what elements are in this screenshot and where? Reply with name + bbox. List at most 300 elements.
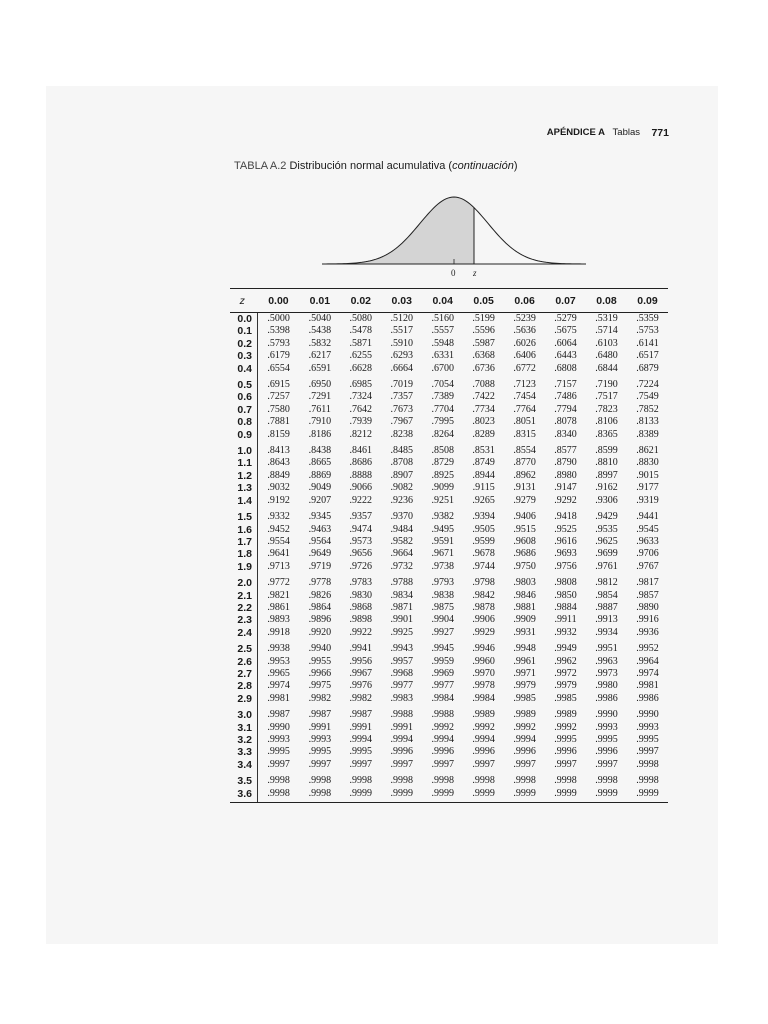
probability-cell: .9082	[390, 482, 413, 494]
column-header: 0.05	[463, 289, 504, 313]
z-value-cell: 1.6	[230, 524, 258, 536]
probability-cell: .9842	[472, 589, 495, 601]
probability-cell: .9996	[472, 746, 495, 758]
probability-cell: .9898	[349, 614, 373, 626]
probability-cell: .9990	[267, 721, 290, 733]
probability-cell: .7704	[431, 403, 454, 415]
probability-cell: .9981	[636, 680, 659, 692]
probability-cell: .9699	[595, 548, 618, 560]
z-value-cell: 3.2	[230, 734, 258, 746]
table-row	[230, 734, 668, 746]
probability-cell: .9987	[349, 709, 373, 721]
z-value-cell: 2.9	[230, 693, 258, 705]
probability-cell: .9945	[431, 643, 454, 655]
probability-cell: .9969	[431, 667, 454, 679]
probability-cell: .9821	[267, 589, 290, 601]
probability-cell: .9956	[349, 655, 373, 667]
probability-cell: .8461	[349, 445, 373, 457]
probability-cell: .9686	[513, 548, 536, 560]
probability-cell: .9015	[636, 469, 659, 481]
probability-cell: .9573	[349, 535, 373, 547]
table-row	[230, 746, 668, 758]
probability-cell: .9793	[431, 577, 454, 589]
table-row	[230, 375, 668, 391]
probability-cell: .9996	[431, 746, 454, 758]
table-row	[230, 614, 668, 626]
probability-cell: .7357	[390, 391, 413, 403]
table-row	[230, 495, 668, 507]
probability-cell: .9972	[554, 667, 577, 679]
probability-cell: .9332	[267, 511, 290, 523]
probability-cell: .9998	[308, 775, 332, 787]
table-title-continuation: continuación	[452, 160, 514, 172]
probability-cell: .9922	[349, 626, 373, 638]
probability-cell: .9767	[636, 560, 659, 572]
probability-cell: .9995	[554, 734, 577, 745]
probability-cell: .9984	[431, 692, 454, 704]
z-value-cell: 2.7	[230, 668, 258, 680]
probability-cell: .6591	[308, 362, 332, 374]
probability-cell: .9505	[472, 523, 495, 535]
probability-cell: .6103	[595, 337, 618, 349]
distribution-table	[230, 288, 668, 803]
probability-cell: .9997	[636, 746, 659, 758]
probability-cell: .9783	[349, 577, 373, 589]
probability-cell: .9599	[472, 535, 495, 547]
probability-cell: .9998	[390, 775, 413, 787]
table-row	[230, 507, 668, 523]
z-value-cell: 2.3	[230, 614, 258, 626]
probability-cell: .7389	[431, 391, 454, 403]
probability-cell: .9970	[472, 667, 495, 679]
probability-cell: .9706	[636, 548, 659, 560]
z-value-cell: 1.4	[230, 495, 258, 507]
probability-cell: .9943	[390, 643, 413, 655]
normal-curve-figure	[318, 187, 590, 279]
probability-cell: .7123	[513, 379, 536, 391]
z-value-cell: 0.5	[230, 375, 258, 391]
probability-cell: .5948	[431, 337, 454, 349]
probability-cell: .9890	[636, 601, 659, 613]
probability-cell: .7939	[349, 416, 373, 428]
probability-cell: .9997	[349, 758, 373, 770]
probability-cell: .5517	[390, 325, 413, 337]
probability-cell: .9977	[390, 680, 413, 692]
probability-cell: .9830	[349, 589, 373, 601]
probability-cell: .9357	[349, 511, 373, 523]
probability-cell: .9474	[349, 523, 373, 535]
probability-cell: .9979	[554, 680, 577, 692]
probability-cell: .9929	[472, 626, 495, 638]
probability-cell: .7324	[349, 391, 373, 403]
probability-cell: .9147	[554, 482, 577, 494]
table-row	[230, 548, 668, 560]
probability-cell: .6736	[472, 362, 495, 374]
probability-cell: .9998	[299, 788, 340, 803]
probability-cell: .8770	[513, 457, 536, 469]
z-value-cell: 2.8	[230, 680, 258, 692]
probability-cell: .7054	[431, 379, 454, 391]
table-row	[230, 429, 668, 441]
probability-cell: .5319	[595, 313, 618, 324]
probability-cell: .6950	[308, 379, 332, 391]
probability-cell: .8389	[636, 428, 659, 440]
probability-cell: .9998	[554, 775, 577, 787]
probability-cell: .6772	[513, 362, 536, 374]
probability-cell: .9861	[267, 601, 290, 613]
probability-cell: .9996	[595, 746, 618, 758]
probability-cell: .8315	[513, 428, 536, 440]
probability-cell: .5832	[308, 337, 332, 349]
probability-cell: .7794	[554, 403, 577, 415]
probability-cell: .9756	[554, 560, 577, 572]
probability-cell: .9957	[390, 655, 413, 667]
table-row	[230, 639, 668, 655]
probability-cell: .9994	[513, 734, 536, 745]
probability-cell: .9896	[308, 614, 332, 626]
probability-cell: .9998	[267, 775, 290, 787]
probability-cell: .9999	[422, 788, 463, 803]
probability-cell: .9974	[267, 680, 290, 692]
probability-cell: .8106	[595, 416, 618, 428]
probability-cell: .9994	[390, 734, 413, 745]
probability-cell: .7291	[308, 391, 332, 403]
probability-cell: .7611	[308, 403, 331, 415]
probability-cell: .9671	[431, 548, 454, 560]
z-value-cell: 1.8	[230, 548, 258, 560]
table-row	[230, 759, 668, 771]
probability-cell: .9664	[390, 548, 413, 560]
probability-cell: .9812	[595, 577, 618, 589]
probability-cell: .9948	[513, 643, 536, 655]
probability-cell: .9817	[636, 577, 659, 589]
column-header: 0.09	[627, 289, 668, 313]
probability-cell: .9192	[267, 494, 290, 506]
appendix-label: APÉNDICE A	[546, 127, 605, 138]
probability-cell: .9808	[554, 577, 577, 589]
probability-cell: .6217	[308, 350, 332, 362]
probability-cell: .9564	[308, 535, 332, 547]
probability-cell: .9868	[349, 601, 373, 613]
probability-cell: .9988	[390, 709, 413, 721]
probability-cell: .8531	[472, 445, 495, 457]
probability-cell: .7881	[267, 416, 290, 428]
probability-cell: .9985	[554, 692, 577, 704]
probability-cell: .8830	[636, 457, 659, 469]
probability-cell: .5714	[595, 325, 618, 337]
probability-cell: .9582	[390, 535, 413, 547]
table-title: TABLA A.2 Distribución normal acumulativa (continuación)	[234, 160, 518, 172]
probability-cell: .8186	[308, 428, 332, 440]
probability-cell: .9997	[513, 758, 536, 770]
probability-cell: .6628	[349, 362, 373, 374]
running-head	[0, 127, 768, 141]
probability-cell: .9772	[267, 577, 290, 589]
appendix-subtitle: Tablas	[612, 127, 640, 138]
probability-cell: .9066	[349, 482, 373, 494]
probability-cell: .6443	[554, 350, 577, 362]
probability-cell: .9986	[595, 692, 618, 704]
probability-cell: .8869	[308, 469, 332, 481]
probability-cell: .8554	[513, 445, 536, 457]
probability-cell: .9732	[390, 560, 413, 572]
probability-cell: .7157	[554, 379, 577, 391]
probability-cell: .7422	[472, 391, 495, 403]
probability-cell: .9750	[513, 560, 536, 572]
probability-cell: .9938	[267, 643, 290, 655]
z-value-cell: 0.3	[230, 350, 258, 362]
probability-cell: .8729	[431, 457, 454, 469]
probability-cell: .8849	[267, 469, 290, 481]
z-value-cell: 0.4	[230, 363, 258, 375]
probability-cell: .9798	[472, 577, 495, 589]
probability-cell: .9463	[308, 523, 332, 535]
z-value-cell: 2.4	[230, 627, 258, 639]
probability-cell: .9985	[513, 692, 536, 704]
probability-cell: .7823	[595, 403, 618, 415]
probability-cell: .6026	[513, 337, 536, 349]
probability-cell: .8810	[595, 457, 618, 469]
probability-cell: .8023	[472, 416, 495, 428]
probability-cell: .9608	[513, 535, 536, 547]
probability-cell: .9996	[554, 746, 577, 758]
probability-cell: .9803	[513, 577, 536, 589]
probability-cell: .9525	[554, 523, 577, 535]
table-row	[230, 602, 668, 614]
probability-cell: .9032	[267, 482, 290, 494]
z-value-cell: 1.9	[230, 561, 258, 573]
probability-cell: .9963	[595, 655, 618, 667]
probability-cell: .9995	[636, 734, 659, 745]
probability-cell: .9616	[554, 535, 577, 547]
probability-cell: .9744	[472, 560, 495, 572]
label-z: z	[473, 268, 477, 278]
probability-cell: .5279	[554, 313, 577, 324]
probability-cell: .9864	[308, 601, 332, 613]
probability-cell: .9207	[308, 494, 332, 506]
probability-cell: .9418	[554, 511, 577, 523]
probability-cell: .9992	[513, 721, 536, 733]
table-row	[230, 470, 668, 482]
table-row	[230, 391, 668, 403]
z-value-cell: 0.7	[230, 404, 258, 416]
probability-cell: .9370	[390, 511, 413, 523]
probability-cell: .5040	[308, 313, 332, 324]
probability-cell: .9997	[595, 758, 618, 770]
probability-cell: .6293	[390, 350, 413, 362]
probability-cell: .9989	[472, 709, 495, 721]
probability-cell: .9934	[595, 626, 618, 638]
column-header: 0.08	[586, 289, 627, 313]
probability-cell: .5793	[267, 337, 290, 349]
probability-cell: .9961	[513, 655, 536, 667]
probability-cell: .6368	[472, 350, 495, 362]
z-value-cell: 0.9	[230, 429, 258, 441]
probability-cell: .9641	[267, 548, 290, 560]
probability-cell: .9974	[636, 667, 659, 679]
probability-cell: .9965	[267, 667, 290, 679]
probability-cell: .9932	[554, 626, 577, 638]
column-header: 0.03	[381, 289, 422, 313]
probability-cell: .6844	[595, 362, 618, 374]
probability-cell: .9099	[431, 482, 454, 494]
probability-cell: .9162	[595, 482, 618, 494]
z-value-cell: 0.8	[230, 416, 258, 428]
probability-cell: .6808	[554, 362, 577, 374]
probability-cell: .9788	[390, 577, 413, 589]
probability-cell: .9719	[308, 560, 332, 572]
probability-cell: .9976	[349, 680, 373, 692]
probability-cell: .9222	[349, 494, 373, 506]
probability-cell: .9625	[595, 535, 618, 547]
table-row	[230, 404, 668, 416]
probability-cell: .9394	[472, 511, 495, 523]
probability-cell: .9973	[595, 667, 618, 679]
label-zero: 0	[451, 268, 456, 278]
probability-cell: .5636	[513, 325, 536, 337]
probability-cell: .7224	[636, 379, 659, 391]
probability-cell: .9988	[431, 709, 454, 721]
z-value-cell: 3.4	[230, 759, 258, 771]
probability-cell: .8665	[308, 457, 332, 469]
table-row	[230, 524, 668, 536]
probability-cell: .9980	[595, 680, 618, 692]
probability-cell: .8078	[554, 416, 577, 428]
probability-cell: .9920	[308, 626, 332, 638]
column-header: 0.04	[422, 289, 463, 313]
probability-cell: .9962	[554, 655, 577, 667]
probability-cell: .9992	[554, 721, 577, 733]
table-row	[230, 656, 668, 668]
column-header: 0.02	[340, 289, 381, 313]
probability-cell: .9968	[390, 667, 413, 679]
z-value-cell: 0.1	[230, 325, 258, 337]
probability-cell: .6554	[267, 362, 290, 374]
probability-cell: .9964	[636, 655, 659, 667]
probability-cell: .9998	[636, 758, 659, 770]
probability-cell: .9850	[554, 589, 577, 601]
probability-cell: .8238	[390, 428, 413, 440]
probability-cell: .8925	[431, 469, 454, 481]
probability-cell: .9990	[636, 709, 659, 721]
probability-cell: .6179	[267, 350, 290, 362]
probability-cell: .8944	[472, 469, 495, 481]
probability-cell: .9941	[349, 643, 373, 655]
probability-cell: .6517	[636, 350, 659, 362]
z-value-cell: 3.0	[230, 705, 258, 721]
probability-cell: .5359	[636, 313, 659, 324]
probability-cell: .9738	[431, 560, 454, 572]
table-header-row	[230, 289, 668, 313]
probability-cell: .9279	[513, 494, 536, 506]
probability-cell: .7486	[554, 391, 577, 403]
probability-cell: .7190	[595, 379, 618, 391]
probability-cell: .9726	[349, 560, 373, 572]
probability-cell: .9999	[586, 788, 627, 803]
probability-cell: .9893	[267, 614, 290, 626]
table-title-text: Distribución normal acumulativa	[289, 160, 446, 172]
probability-cell: .9916	[636, 614, 659, 626]
probability-cell: .9994	[472, 734, 495, 745]
probability-cell: .9979	[513, 680, 536, 692]
probability-cell: .9998	[636, 775, 659, 787]
probability-cell: .7580	[267, 403, 290, 415]
probability-cell: .9993	[267, 734, 290, 745]
probability-cell: .8577	[554, 445, 577, 457]
probability-cell: .5675	[554, 325, 577, 337]
probability-cell: .9998	[431, 775, 454, 787]
probability-cell: .9952	[636, 643, 659, 655]
probability-cell: .8340	[554, 428, 577, 440]
probability-cell: .6255	[349, 350, 373, 362]
probability-cell: .9960	[472, 655, 495, 667]
table-body	[230, 313, 668, 803]
probability-cell: .5120	[390, 313, 413, 324]
probability-cell: .9131	[513, 482, 536, 494]
probability-cell: .8133	[636, 416, 659, 428]
probability-cell: .9998	[349, 775, 373, 787]
probability-cell: .9997	[472, 758, 495, 770]
table-row	[230, 693, 668, 705]
z-value-cell: 0.0	[230, 313, 258, 326]
probability-cell: .8980	[554, 469, 577, 481]
table-row	[230, 416, 668, 428]
probability-cell: .8289	[472, 428, 495, 440]
probability-cell: .9265	[472, 494, 495, 506]
table-row	[230, 573, 668, 589]
probability-cell: .9981	[267, 692, 290, 704]
probability-cell: .8643	[267, 457, 290, 469]
table-row	[230, 457, 668, 469]
probability-cell: .7764	[513, 403, 536, 415]
z-value-cell: 3.6	[230, 788, 258, 803]
probability-cell: .7454	[513, 391, 536, 403]
table-row	[230, 363, 668, 375]
probability-cell: .9987	[308, 709, 332, 721]
probability-cell: .6141	[636, 337, 659, 349]
probability-cell: .9989	[513, 709, 536, 721]
z-value-cell: 3.1	[230, 722, 258, 734]
probability-cell: .9554	[267, 535, 290, 547]
probability-cell: .8365	[595, 428, 618, 440]
table-row	[230, 680, 668, 692]
probability-cell: .8508	[431, 445, 454, 457]
probability-cell: .9997	[431, 758, 454, 770]
probability-cell: .9993	[595, 721, 618, 733]
probability-cell: .9881	[513, 601, 536, 613]
probability-cell: .9678	[472, 548, 495, 560]
probability-cell: .5596	[472, 325, 495, 337]
probability-cell: .7019	[390, 379, 413, 391]
probability-cell: .9991	[349, 721, 373, 733]
table-row	[230, 536, 668, 548]
probability-cell: .9884	[554, 601, 577, 613]
probability-cell: .9975	[308, 680, 332, 692]
probability-cell: .9995	[349, 746, 373, 758]
probability-cell: .9994	[431, 734, 454, 745]
probability-cell: .9997	[267, 758, 290, 770]
probability-cell: .8888	[349, 469, 373, 481]
probability-cell: .9904	[431, 614, 454, 626]
probability-cell: .9996	[390, 746, 413, 758]
probability-cell: .5987	[472, 337, 495, 349]
probability-cell: .9545	[636, 523, 659, 535]
probability-cell: .7088	[472, 379, 495, 391]
probability-cell: .9495	[431, 523, 454, 535]
probability-cell: .9936	[636, 626, 659, 638]
probability-cell: .7734	[472, 403, 495, 415]
probability-cell: .9940	[308, 643, 332, 655]
